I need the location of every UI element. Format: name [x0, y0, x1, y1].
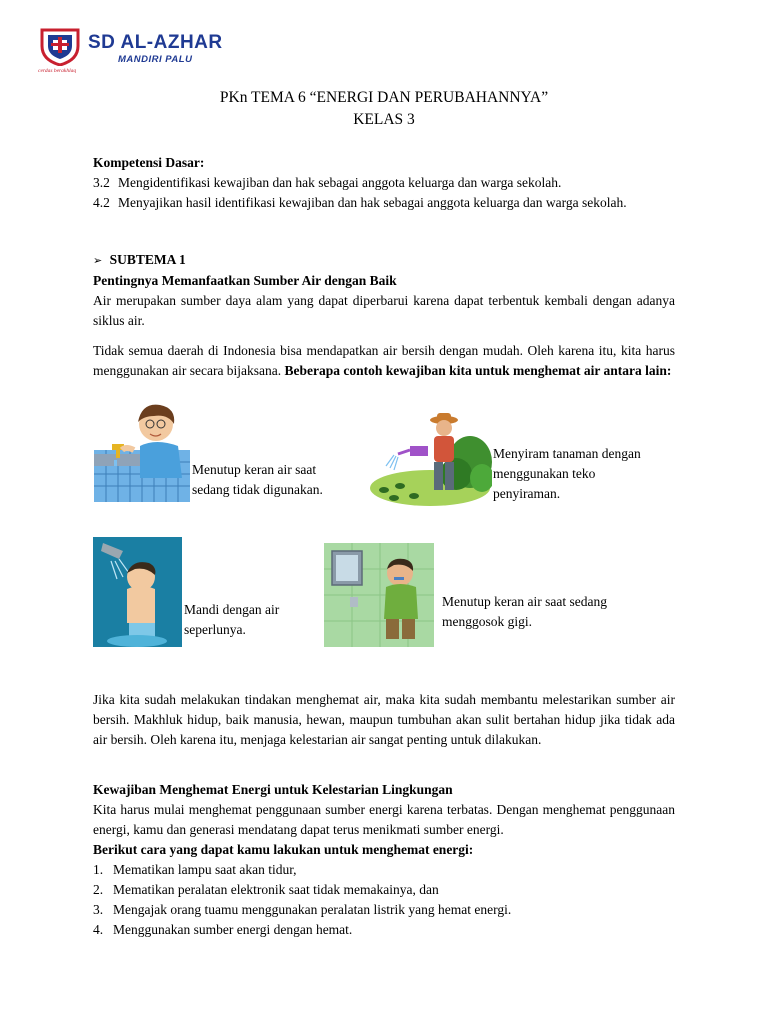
watering-farmer-illustration [370, 410, 492, 506]
shower-boy-illustration [93, 537, 182, 647]
subtema-section [93, 250, 675, 381]
example-caption: Menutup keran air saat sedang tidak digunakan. [192, 462, 323, 497]
school-name: SD AL-AZHAR [88, 32, 223, 53]
subtema-para2 [93, 341, 675, 381]
conservation-text: Jika kita sudah melakukan tindakan menghemat air, maka kita sudah membantu melestarikan sumber air bersih. Makhluk hidup, baik manusia, hewan, maupun tumbuhan akan sulit bertahan hidup jika tidak ada air bersih. Oleh karena itu, menjaga kelestarian air sangat penting untuk dilakukan. [93, 692, 675, 747]
list-text: Mematikan peralatan elektronik saat tidak memakainya, dan [113, 882, 439, 897]
kompetensi-text: Menyajikan hasil identifikasi kewajiban dan hak sebagai anggota keluarga dan warga sekolah. [118, 195, 627, 210]
brushing-teeth-illustration [324, 543, 434, 647]
list-num: 1. [93, 862, 104, 877]
list-text: Mengajak orang tuamu menggunakan peralatan listrik yang hemat energi. [113, 902, 512, 917]
example-caption: Menutup keran air saat sedang menggosok gigi. [442, 594, 607, 629]
school-tagline: cerdas berakhlaq [38, 68, 77, 74]
page-title: PKn TEMA 6 “ENERGI DAN PERUBAHANNYA” [219, 89, 549, 106]
school-crest-icon [38, 26, 82, 66]
subtema-para2-bold: Beberapa contoh kewajiban kita untuk menghemat air antara lain: [284, 363, 672, 378]
kompetensi-num: 3.2 [93, 175, 110, 190]
kompetensi-text: Mengidentifikasi kewajiban dan hak sebagai anggota keluarga dan warga sekolah. [118, 175, 562, 190]
kompetensi-item [93, 173, 675, 193]
list-item [93, 880, 675, 900]
school-logo [38, 26, 82, 66]
tap-boy-illustration [94, 402, 190, 502]
example-caption: Mandi dengan air seperlunya. [184, 602, 280, 637]
kompetensi-section [93, 153, 675, 213]
example-caption: Menyiram tanaman dengan menggunakan teko penyiraman. [493, 446, 641, 501]
energi-section [93, 780, 675, 940]
list-item [93, 900, 675, 920]
conservation-paragraph [93, 690, 675, 750]
energi-heading: Kewajiban Menghemat Energi untuk Kelestarian Lingkungan [93, 782, 453, 797]
kompetensi-item [93, 193, 675, 213]
subtema-para1: Air merupakan sumber daya alam yang dapat diperbarui karena dapat terbentuk kembali dengan adanya siklus air. [93, 293, 675, 328]
subtema-para2-normal: Tidak semua daerah di Indonesia bisa mendapatkan air bersih dengan mudah. Oleh karena itu, kita harus menggunakan air secara bijaksana. [93, 343, 675, 378]
arrow-bullet-icon: ➢ [93, 254, 103, 267]
subtema-label [93, 250, 675, 271]
list-item [93, 920, 675, 940]
list-num: 3. [93, 902, 104, 917]
page-subtitle: KELAS 3 [353, 111, 415, 128]
list-item [93, 860, 675, 880]
kompetensi-num: 4.2 [93, 195, 110, 210]
subtema-title: SUBTEMA 1 [109, 252, 186, 267]
school-subname: MANDIRI PALU [118, 54, 193, 65]
energi-list-intro: Berikut cara yang dapat kamu lakukan untuk menghemat energi: [93, 842, 474, 857]
list-num: 4. [93, 922, 104, 937]
energi-para: Kita harus mulai menghemat penggunaan sumber energi karena terbatas. Dengan menghemat penggunaan energi, kamu dan generasi mendatang dapat terus menikmati sumber energi. [93, 802, 675, 837]
list-text: Mematikan lampu saat akan tidur, [113, 862, 297, 877]
list-text: Menggunakan sumber energi dengan hemat. [113, 922, 353, 937]
list-num: 2. [93, 882, 104, 897]
kompetensi-heading: Kompetensi Dasar: [93, 155, 205, 170]
subtema-heading: Pentingnya Memanfaatkan Sumber Air dengan Baik [93, 273, 397, 288]
